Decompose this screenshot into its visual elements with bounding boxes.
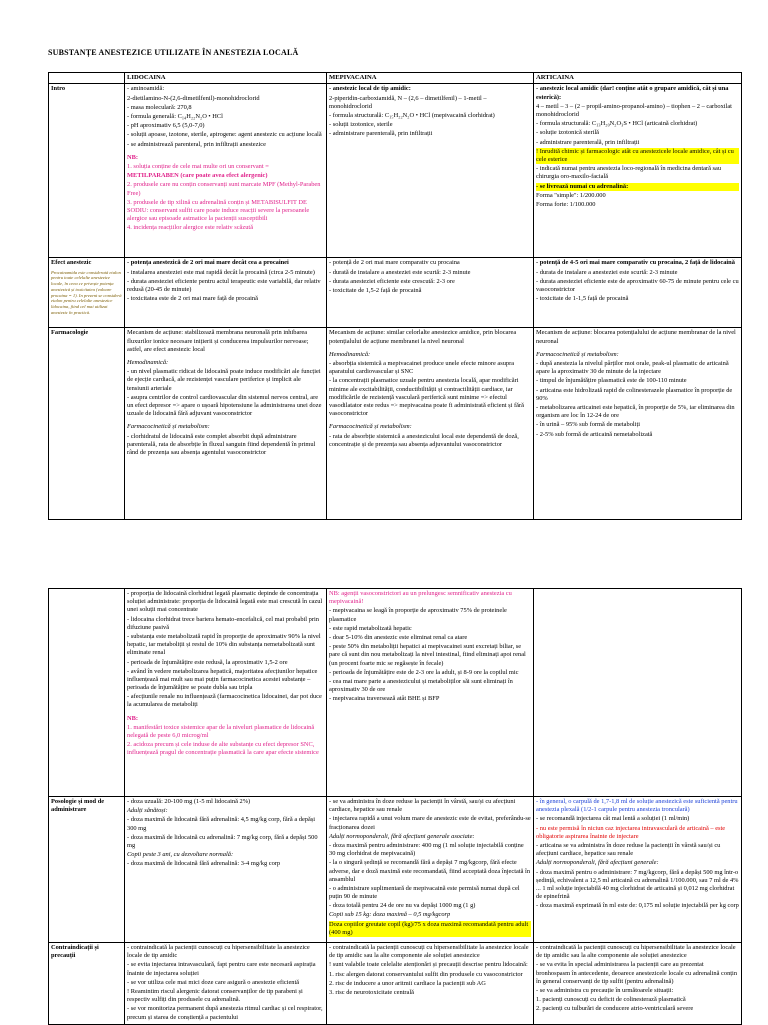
cell-paragraph: - doza maximă de lidocaină fără adrenalină: 3-4 mg/kg corp [127,860,281,868]
cell-paragraph: - potență de 2 ori mai mare comparativ cu procaina [329,259,460,267]
cell-paragraph: - durată de instalare a anesteziei este scurtă: 2-3 minute [329,268,471,276]
cell-paragraph: - în urină – 95% sub formă de metaboliți [536,421,641,429]
cell-paragraph: Farmacocinetică și metabolism: [536,350,619,358]
cell-paragraph: 1. soluția conține de cele mai multe ori un conservant = [127,162,269,170]
row-label-intro: Intro [49,84,125,258]
cell-farma2-arti [534,589,742,797]
cell-farma-lido [125,328,327,520]
cell-paragraph: - este rapid metabolizată hepatic [329,624,412,632]
cell-intro-arti [534,84,742,258]
cell-paragraph: Mecanism de acțiune: blocarea potențialului de acțiune membranar de la nivel neuronal [536,329,736,345]
cell-paragraph: - perioada de înjumătățire este redusă, la aproximativ 1,5-2 ore [127,658,288,666]
cell-paragraph: - perioada de înjumătățire este de 2-3 ore la adult, și 8-9 ore la copilul mic [329,668,519,676]
cell-paragraph: - potență de 4-5 ori mai mare comparativ cu procaina, 2 față de lidocaină [536,259,735,267]
cell-paragraph: - instalarea anesteziei este mai rapidă decât la procaină (circa 2-5 minute) [127,268,315,276]
cell-paragraph: - se administrează parenteral, prin infiltrații anestezice [127,140,266,148]
cell-paragraph: Adulți normoponderali, fără afecțiuni generale asociate: [329,832,475,840]
cell-paragraph: - mepivacaina traversează atât BHE și BFP [329,695,440,703]
cell-paragraph: - după anestezia la nivelul pârților moi orale, peak-ul plasmatic de articaină apare la aproximativ 30 de minute de la injectare [536,360,729,376]
cell-paragraph: Doza copiilor greutate copil (kg)/75 x doza maximă recomandată pentru adult (400 mg) [329,921,531,937]
anesthetics-table-page-1 [48,72,742,520]
table-row-farmacologie-cont [49,589,742,797]
table-row-efect [49,258,742,328]
row-label-efect-text: Efect anestezic [51,259,92,267]
cell-paragraph: - masa moleculară: 270,8 [127,103,192,111]
table-row-intro [49,84,742,258]
cell-efect-arti [534,258,742,328]
cell-paragraph: - nu este permisă în niciun caz injectarea intravasculară de articaină – este obligatorie aspirarea înainte de injectare [536,824,726,840]
cell-paragraph: - asupra centrilor de control cardiovascular din sistemul nervos central, are un efect depresor => apare o ușoară hipotensiune la administrarea unei doze uzuale de lidocaină fără adjuvant vasoconstrictor [127,393,322,418]
cell-paragraph: - 2-5% sub formă de articaină nemetabolizată [536,430,653,438]
cell-paragraph: - durata de instalare a anesteziei este scurtă: 2-3 minute [536,268,678,276]
cell-paragraph: - administrare parenterală, prin infiltrații [536,138,640,146]
header-mepivacaina: MEPIVACAINA [327,73,534,84]
cell-paragraph: - doza maximă de lidocaină cu adrenalină: 7 mg/kg corp, fără a depăși 500 mg [127,833,318,849]
cell-paragraph: - se vor utiliza cele mai mici doze care asigură o anestezie eficientă [127,978,300,986]
cell-paragraph: - anestezic local de tip amidic: [329,85,411,93]
header-lidocaina: LIDOCAINA [125,73,327,84]
cell-paragraph: 2-piperidin-carboxiamidă, N – (2,6 – dimetilfenil) – 1-metil – monohidroclorid [329,94,487,110]
cell-paragraph: - toxicitatea este de 2 ori mai mare față de procaină [127,295,258,303]
cell-efect-mepi [327,258,534,328]
table-header-row [49,73,742,84]
cell-paragraph: Farmacocinetică și metabolism: [329,423,412,431]
cell-paragraph: - doza maximă de lidocaină fără adrenalină: 4,5 mg/kg corp, fără a depăși 300 mg [127,816,316,832]
cell-intro-lido [125,84,327,258]
header-empty [49,73,125,84]
cell-contra-lido [125,943,327,1025]
cell-paragraph: ! Reamintim riscul alergenic datorat conservanților de tip parabeni și respectiv sulfiți din produsele cu adrenalină. [127,987,303,1004]
cell-farma-mepi [327,328,534,520]
cell-contra-arti [534,943,742,1025]
cell-paragraph: - articaina se va administra în doze reduse la pacienții în vârstă sau/și cu afecțiuni cardiace, hepatice sau renale [536,841,721,858]
cell-paragraph: - durata anesteziei eficiente pentru actul terapeutic este variabilă, dar relativ redusă (20-45 de minute) [127,277,321,293]
cell-paragraph: - se evita injectarea intravasculară, fapt pentru care este necesară aspirația înainte de injectarea soluției [127,961,316,977]
cell-paragraph: 1. pacienți cunoscuți cu deficit de colinesterază plasmatică [536,996,686,1004]
cell-paragraph: ! sunt valabile toate celelalte atenționări și precauții descrise pentru lidocaină: [329,961,528,969]
cell-paragraph: - în general, o carpulă de 1,7-1,8 ml de soluție anestezică este suficientă pentru anestezia plexală (1/2-1 carpule pentru anestezia tronculară) [536,798,738,814]
cell-paragraph: - absorbția sistemică a mepivacainei produce unele efecte minore asupra aparatului cardiovascular și SNC [329,360,515,376]
cell-paragraph: Adulți sănătoși: [127,807,168,815]
cell-paragraph: 2. produsele care nu conțin conservanți sunt marcate MPF (Methyl-Paraben Free) [127,181,321,197]
cell-paragraph: - formula structurală: C₁₃H₂₀N₂O₃S • HCl (articaină clorhidrat) [536,120,698,128]
cell-posologie-mepi [327,797,534,943]
cell-paragraph: - clorhidratul de lidocaină este complet absorbit după administrare parenterală, rata de absorbție în fluxul sanguin fiind dependentă în primul rând de prezența sau absența agentului vasoconstrictor [127,432,316,456]
cell-posologie-lido [125,797,327,943]
cell-paragraph: - pH aproximativ 6,5 (5,0-7,0) [127,122,205,130]
cell-paragraph: Mecanism de acțiune: stabilizează membrana neuronală prin inhibarea fluxurilor ionice necesare inițierii și conducerea impulsurilor nervoase; astfel, are efect anestezic local [127,329,309,353]
cell-paragraph: - la o singură ședință se recomandă fără a depăși 7 mg/kgcorp, fără efecte adverse, dar e doză maximă este recomandată, fiind acceptată doza înjectată în ansamblul [329,859,531,883]
row-label-contraindicatii: Contraindicații și precauții [49,943,125,1025]
cell-paragraph: - se va evita în special administrarea la pacienții care au prezentat bronhospasm în antecedente, deoarece anestezicele locale cu adrenalină conțin în general conservanți de tip sulfit (pentru adrenalină) [536,961,738,985]
cell-paragraph: 1. manifestări toxice sistemice apar de la niveluri plasmatice de lidocaină nelegată de peste 6,0 microg/ml [127,723,315,739]
cell-paragraph: - se livrează numai cu adrenalină: [536,183,739,191]
cell-paragraph: - substanța este metabolizată rapid în proporție de aproximativ 90% la nivel hepatic, iar metaboliții și restul de 10% din substanța nemetabolizată sunt eliminate renal [127,632,321,657]
cell-paragraph: Adulți normoponderali, fără afecțiuni generale: [536,859,659,867]
cell-paragraph: - toxicitate de 1,5-2 față de procaină [329,287,422,294]
cell-paragraph: - doza uzuală: 20-100 mg (1-5 ml lidocaină 2%) [127,798,251,805]
cell-paragraph: - formula generală: C₁₄H₂₂N₂O • HCl [127,113,223,120]
row-label-efect [49,258,125,328]
cell-farma2-lido [125,589,327,797]
cell-paragraph: - contraindicată la pacienții cunoscuți cu hipersensibilitate la anestezice locale de tip amidic [127,944,310,960]
header-articaina: ARTICAINA [534,73,742,84]
cell-paragraph: Copii peste 3 ani, cu dezvoltare normală: [127,851,234,859]
cell-posologie-arti [534,797,742,943]
cell-paragraph: - administrare parenterală, prin infiltrații [329,130,433,138]
table-row-farmacologie [49,328,742,520]
cell-paragraph: - afecțiunile renale nu influențează (farmacocinetica lidocainei, dar pot duce la acumularea de metaboliți [127,693,322,709]
cell-paragraph: 2. acidoza precum și cele induse de alte substanțe cu efect depresor SNC, influențează pragul de concentrație plasmatică la care apar efecte sistemice [127,741,319,757]
cell-paragraph: - la concentrații plasmatice uzuale pentru anestezia locală, apar modificări minime ale excitabilității, conductibilității și contractilității cardiace, iar modificările de rezistență vasculară periferică sunt minime => efectul vasodilatator este redus => mepivacaina poate fi administrată eficient și fără vasoconstrictor [329,377,524,418]
cell-paragraph: Mecanism de acțiune: similar celorlalte anestezice amidice, prin blocarea potențialului de acțiune membranei la nivel neuronal [329,329,517,345]
cell-paragraph: - anestezic local amidic (dar! conține atât o grupare amidică, cât și una esterică): [536,85,729,101]
cell-paragraph: - se recomandă injectarea cât mai lentă a soluției (1 ml/min) [536,815,690,823]
cell-paragraph: ! Inrudită chimic și farmacologic atât cu anestezicele locale amidice, cât și cu cele esterice [536,148,739,164]
cell-paragraph: 2. risc de inducere a unor aritmii cardiace la pacienții sub AG [329,979,486,987]
cell-paragraph: NB: [127,153,139,161]
cell-paragraph: NB: agenții vasoconstrictori au un prelungesc semnificativ anestezia cu mepivacaină! [329,590,512,606]
cell-intro-mepi [327,84,534,258]
row-label-farmacologie: Farmacologie [49,328,125,520]
table-row-contraindicatii [49,943,742,1025]
cell-paragraph: - doza maximă pentru administrare: 400 mg (1 ml soluție injectabilă conține 30 mg clorhidrat de mepivacaină) [329,841,524,858]
cell-paragraph: - lidocaina clorhidrat trece bariera hemato-encefalică, cel mai probabil prin difuziune pasivă [127,615,319,631]
cell-paragraph: - soluții apoase, izotone, sterile, apirogene: agent anestezic cu acțiune locală [127,131,322,139]
cell-paragraph: - doza maximă pentru o administrare: 7 mg/kgcorp, fără a depăși 500 mg într-o ședință, echivalent a 12,5 ml articaină cu adrenalină 1/100.000, sau 7 ml de 4% ... 1 ml soluție injectabilă 40 mg clorhidrat de articaină și 0,012 mg clorhidrat de epinefrină [536,868,739,901]
cell-paragraph: - se va administra în doze reduse la pacienții în vârstă, sau/și cu afecțiuni cardiace, hepatice sau renale [329,798,516,814]
cell-paragraph: - durata anesteziei eficiente este crescută: 2-3 ore [329,277,455,285]
cell-paragraph: - având în vedere metabolizarea hepatică, majoritatea afecțiunilor hepatice influențează mai mult sau mai puțin farmacocinetica acestei substanțe – perioada de înjumătățire se poate dubla sau tripla [127,667,318,692]
cell-paragraph: - doza totală pentru 24 de ore nu va depăși 1000 mg (1 g) [329,902,476,910]
cell-paragraph: - rata de absorbție sistemică a anestezicului local este dependentă de doză, concentrație și de prezența sau absența adjuvantului vasoconstrictor [329,432,519,448]
cell-paragraph: 1. risc alergen datorat conservantului sulfit din produsele cu vasoconstrictor [329,970,523,978]
cell-paragraph: - proporția de lidocaină clorhidrat legată plasmatic depinde de concentrația soluției administrate: proporția de lidocaină legată este mai crescută în cazul unei soluții mai concentrate [127,590,323,614]
cell-paragraph: 4. incidența reacțiilor alergice este relativ scăzută [127,224,254,232]
cell-paragraph: 2. pacienți cu tulburări de conducere atrio-ventriculară severe [536,1005,694,1013]
anesthetics-table-page-2 [48,588,742,1025]
cell-paragraph: - o administrare suplimentară de mepivacaină este permisă numai după cel puțin 90 de minute [329,884,520,901]
cell-paragraph: - contraindicată la pacienții cunoscuți cu hipersensibilitate la anestezice locale de tip amidic sau la alte componente ale soluției anestezice [536,944,736,960]
cell-paragraph: - cea mai mare parte a anestezicului și metaboliților săi sunt eliminați în aproximativ 30 de ore [329,677,513,694]
cell-paragraph: - timpul de înjumătățire plasmatică este de 100-110 minute [536,377,687,385]
page-title: SUBSTANȚE ANESTEZICE UTILIZATE ÎN ANESTEZIA LOCALĂ [48,48,299,57]
cell-paragraph: - injectarea rapidă a unui volum mare de anestezic este de evitat, preferându-se fracționarea dozei [329,815,531,831]
cell-paragraph: - aminoamidă: [127,85,165,93]
cell-paragraph: - formula structurală: C₁₅H₂₂N₂O • HCl (mepivacaină clorhidrat) [329,112,495,119]
cell-efect-lido [125,258,327,328]
cell-paragraph: - soluții izotonice, sterile [329,121,393,129]
cell-paragraph: - indicată numai pentru anestezia loco-regională în medicina dentară sau chirurgia oro-maxilo-facială [536,165,722,181]
cell-paragraph: 3. risc de neurotoxicitate centrală [329,988,414,996]
cell-paragraph: - doar 5-10% din anestezic este eliminat renal ca atare [329,633,468,641]
cell-paragraph: - durata anesteziei eficiente este de aproximativ 60-75 de minute pentru cele cu vasoconstrictor [536,277,739,293]
cell-paragraph: - potența anestezică de 2 ori mai mare decât cea a procainei [127,259,289,267]
cell-paragraph: METILPARABEN (care poate avea efect alergenic) [127,172,268,180]
cell-paragraph: 4 – metil – 3 – (2 – propil-amino-propanol-amino) – tiophen – 2 – carboxilat monohidroclorid [536,102,732,118]
cell-farma-arti [534,328,742,520]
cell-paragraph: - peste 50% din metaboliții hepatici ai mepivacainei sunt excretați biliar, se pare că sunt din nou metabolizați la nivel intestinal, fiind eliminați apoi renal (un procent foarte mic se regăsește în fecale) [329,643,526,667]
cell-farma2-mepi [327,589,534,797]
cell-paragraph: - se va administra cu precauție în următoarele situații: [536,986,674,994]
row-label-posologie: Posologie și mod de administrare [49,797,125,943]
efect-note: Procainamida este considerată etalon pentru toate celelalte anestezice locale, în ceea ce privește potența anestezică și toxicitatea (valoare procaina = 1). In prezent se consideră etalon pentru celelalte anestezice lidocaina, fiind cel mai utilizat anestezic în practică. [51,269,122,315]
cell-paragraph: - mepivacaina se leagă în proporție de aproximativ 75% de proteinele plasmatice [329,607,507,623]
cell-paragraph: - doza maximă exprimată în ml este de: 0,175 ml soluție injectabilă per kg corp [536,902,739,910]
cell-paragraph: - contraindicată la pacienții cunoscuți cu hipersensibilitate la anestezice locale de tip amidic sau la alte componente ale soluției anestezice [329,944,529,960]
cell-paragraph: - articaina este hidrolizată rapid de colinesterazele plasmatice în proporție de 90% [536,386,733,402]
cell-paragraph: Forma forte: 1/100.000 [536,200,596,208]
row-label-farma-cont [49,589,125,797]
cell-paragraph: Copii sub 15 kg: doza maximă – 0,5 mg/kgcorp [329,911,451,919]
cell-contra-mepi [327,943,534,1025]
cell-paragraph: - metabolizarea articainei este hepatică, în proporție de 5%, iar eliminarea din organism are loc în 12-24 de ore [536,403,735,420]
cell-paragraph: - un nivel plasmatic ridicat de lidocaină poate induce modificări ale funcției de ejecție cardiacă, ale rezistenței vasculare periferice și implicit ale tensiunii arteriale [127,368,321,392]
cell-paragraph: - soluție izotonică sterilă [536,129,599,137]
cell-paragraph: - se vor monitoriza permanent după anestezia ritmul cardiac și cel respirator, precum și starea de conștiență a pacientului [127,1005,323,1021]
cell-paragraph: Farmacocinetică și metabolism: [127,423,210,431]
cell-paragraph: Forma "simple": 1/200.000 [536,191,606,199]
cell-paragraph: Hemodinamică: [127,359,169,366]
table-row-posologie [49,797,742,943]
cell-paragraph: NB: [127,714,139,722]
cell-paragraph: 2-dietilamino-N-(2,6-dimetilfenil)-monohidroclorid [127,94,260,102]
cell-paragraph: - toxicitate de 1-1,5 față de procaină [536,295,629,303]
cell-paragraph: Hemodinamică: [329,350,371,358]
cell-paragraph: 3. produsele de tip xilină cu adrenalină conțin și METABISULFIT DE SODIU: conservant sulfit care poate induce reacții severe la persoanele alergice sau episoade astmatice la pacienții susceptibili [127,198,310,223]
